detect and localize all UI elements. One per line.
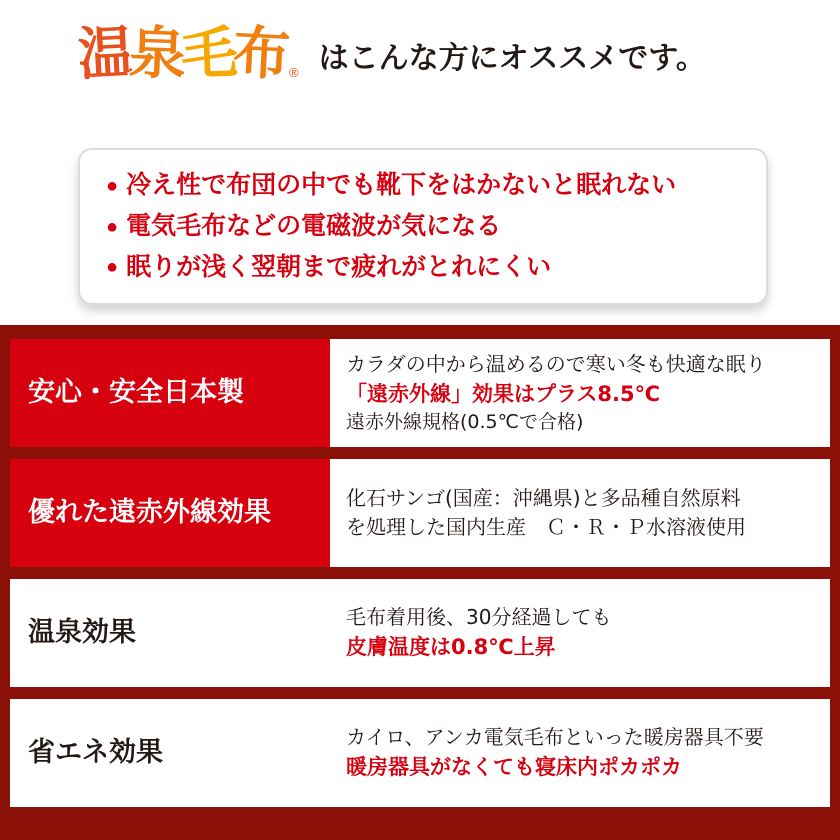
- table-cell-line: カイロ、アンカ電気毛布といった暖房器具不要: [346, 725, 764, 750]
- bullet-text: 電気毛布などの電磁波が気になる: [126, 210, 502, 240]
- table-row-label: [10, 339, 330, 447]
- table-cell-line-emphasis: 皮膚温度は0.8℃上昇: [346, 635, 556, 660]
- table-row: [10, 459, 830, 567]
- logo-char-2: 泉: [127, 20, 186, 88]
- recommendation-panel: [78, 148, 768, 305]
- table-cell-line-emphasis: 暖房器具がなくても寝床内ポカポカ: [346, 755, 682, 780]
- table-cell-line: 化石サンゴ(国産：沖縄県)と多品種自然原料: [346, 486, 741, 510]
- table-row-label-text: 温泉効果: [28, 616, 136, 648]
- table-row: [10, 699, 830, 807]
- bullet-text: 冷え性で布団の中でも靴下をはかないと眠れない: [126, 170, 677, 199]
- bullet-dot-icon: ●: [106, 215, 119, 238]
- table-row-label-text: 省エネ効果: [28, 736, 163, 768]
- bullet-dot-icon: ●: [106, 174, 119, 197]
- table-cell-line: カラダの中から温めるので寒い冬も快適な眠り: [346, 351, 766, 376]
- table-cell-line-emphasis: 「遠赤外線」効果はプラス8.5℃: [346, 381, 660, 406]
- bullet-dot-icon: ●: [106, 256, 119, 279]
- table-row-body: [330, 699, 830, 807]
- list-item: [106, 168, 740, 202]
- table-cell-line: 毛布着用後、30分経過しても: [346, 605, 612, 630]
- table-row-label: [10, 579, 330, 687]
- table-row-label-text: 安心・安全日本製: [28, 376, 244, 408]
- feature-table: [0, 325, 840, 840]
- table-row: [10, 339, 830, 447]
- table-row-label: [10, 699, 330, 807]
- logo-char-3: 毛: [179, 20, 238, 88]
- header-tagline: はこんな方にオススメです。: [318, 40, 706, 76]
- logo-char-4: 布: [231, 19, 290, 89]
- table-row-body: [330, 339, 830, 447]
- table-row: [10, 579, 830, 687]
- table-cell-line: 遠赤外線規格(0.5℃で合格): [346, 410, 584, 433]
- table-row-body: [330, 459, 830, 567]
- header-row: [0, 19, 840, 89]
- table-row-body: [330, 579, 830, 687]
- list-item: [106, 250, 740, 284]
- bullet-text: 眠りが浅く翌朝まで疲れがとれにくい: [126, 251, 552, 281]
- table-row-label: [10, 459, 330, 567]
- registered-trademark-icon: ®: [289, 65, 299, 80]
- table-cell-line: を処理した国内生産 Ｃ・Ｒ・Ｐ水溶液使用: [346, 515, 746, 539]
- onsen-mofu-logo: [76, 19, 299, 89]
- logo-char-1: 温: [76, 19, 135, 89]
- list-item: [106, 209, 740, 243]
- header: [0, 0, 840, 146]
- table-row-label-text: 優れた遠赤外線効果: [28, 496, 271, 528]
- recommendation-panel-wrap: [0, 148, 840, 305]
